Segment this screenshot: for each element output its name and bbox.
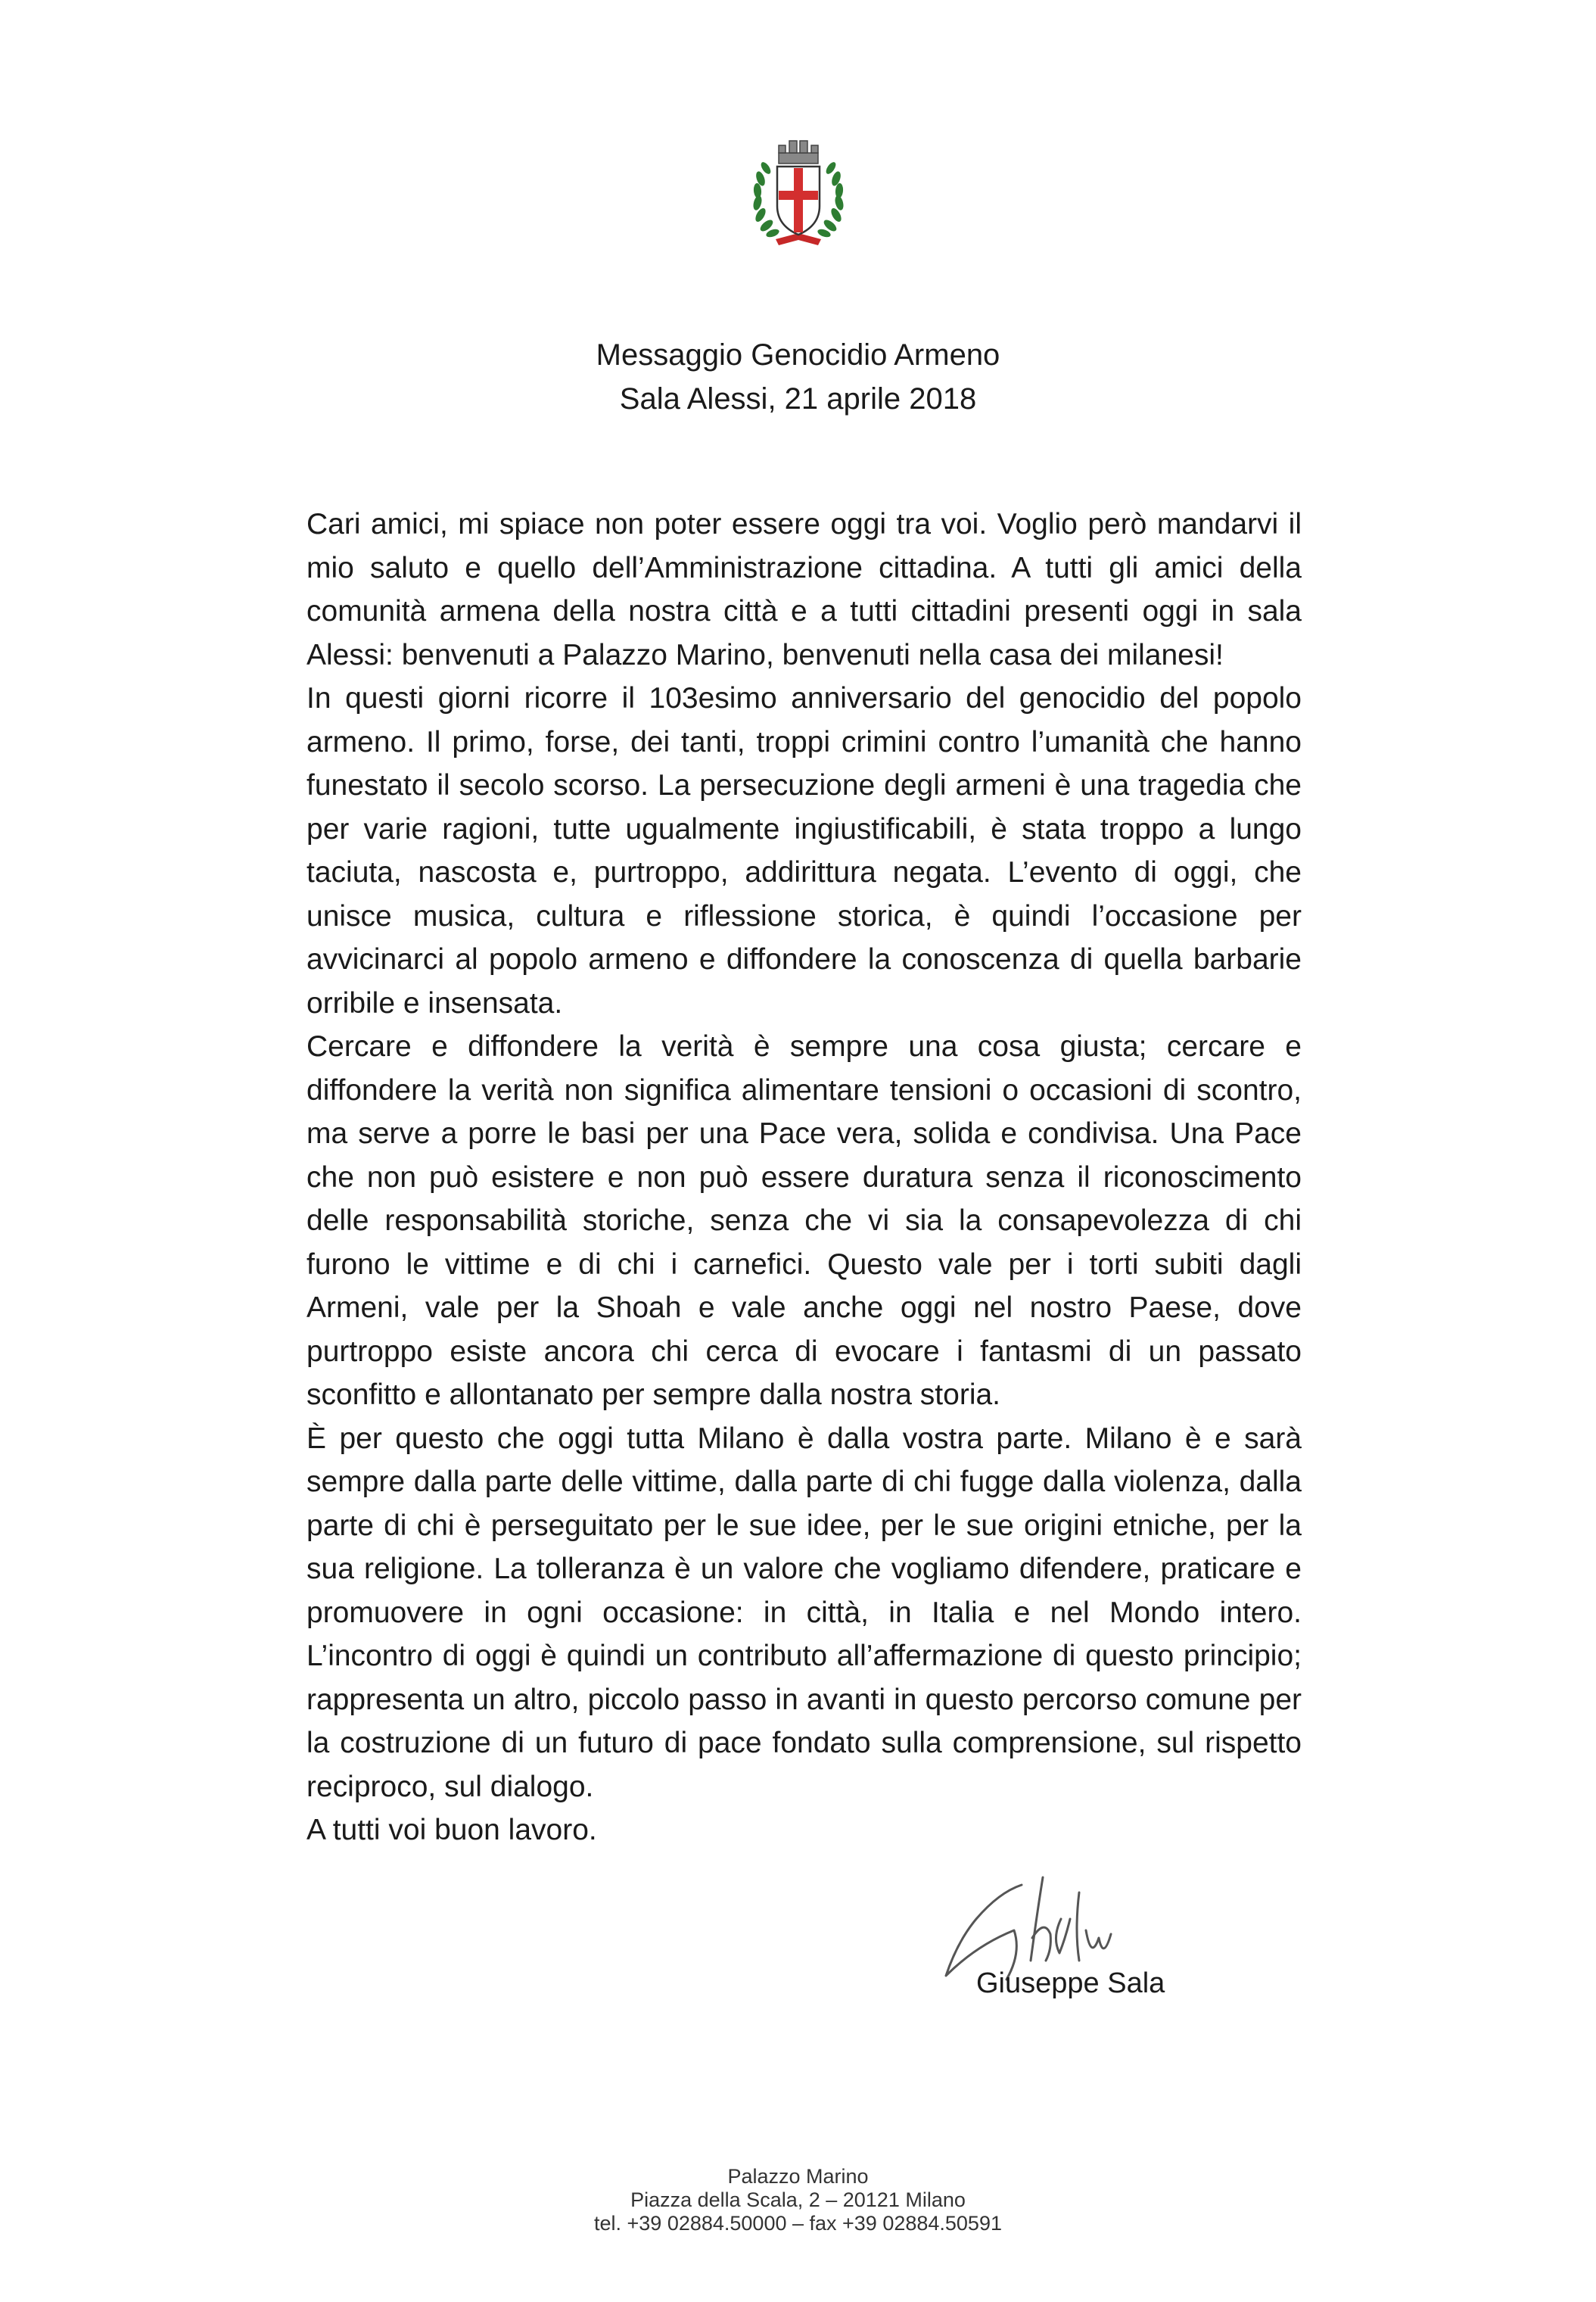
paragraph-truth: Cercare e diffondere la verità è sempre una cosa giusta; cercare e diffondere la verità non significa alimentare tensioni o occasioni di scontro, ma serve a porre le basi per una Pace vera, solida e condivisa. Una Pace che non può esistere e non può essere duratura senza il riconoscimento delle responsabilità storiche, senza che vi sia la consapevolezza di chi furono le vittime e di chi i carnefici. Questo vale per i torti subiti dagli Armeni, vale per la Shoah e vale anche oggi nel nostro Paese, dove purtroppo esiste ancora chi cerca di evocare i fantasmi di un passato sconfitto e allontanato per sempre dalla nostra storia. (306, 1030, 1302, 1411)
paragraph-anniversary: In questi giorni ricorre il 103esimo anniversario del genocidio del popolo armeno. Il primo, forse, dei tanti, troppi crimini contro l’umanità che hanno funestato il secolo scorso. La persecuzione degli armeni è una tragedia che per varie ragioni, tutte ugualmente ingiustificabili, è stata troppo a lungo taciuta, nascosta e, purtroppo, addirittura negata. L’evento di oggi, che unisce musica, cultura e riflessione storica, è quindi l’occasione per avvicinarci al popolo armeno e diffondere la conoscenza di quella barbarie orribile e insensata. (306, 682, 1302, 1020)
milan-crest-icon (745, 136, 851, 250)
letter-body (306, 503, 1302, 1852)
footer-building: Palazzo Marino (727, 2165, 869, 2188)
paragraph-greeting: Cari amici, mi spiace non poter essere oggi tra voi. Voglio però mandarvi il mio saluto e quello dell’Amministrazione cittadina. A tutti gli amici della comunità armena della nostra città e a tutti cittadini presenti oggi in sala Alessi: benvenuti a Palazzo Marino, benvenuti nella casa dei milanesi! (306, 508, 1302, 671)
paragraph-closing: A tutti voi buon lavoro. (306, 1814, 597, 1846)
footer-address (0, 2165, 1596, 2235)
footer-contacts: tel. +39 02884.50000 – fax +39 02884.50591 (594, 2212, 1002, 2235)
footer-street: Piazza della Scala, 2 – 20121 Milano (630, 2188, 966, 2211)
signer-name: Giuseppe Sala (976, 1967, 1165, 1999)
document-header (0, 333, 1596, 421)
document-subtitle: Sala Alessi, 21 aprile 2018 (619, 382, 977, 416)
paragraph-milano: È per questo che oggi tutta Milano è dalla vostra parte. Milano è e sarà sempre dalla parte delle vittime, dalla parte di chi fugge dalla violenza, dalla parte di chi è perseguitato per le sue idee, per le sue origini etniche, per la sua religione. La tolleranza è un valore che vogliamo difendere, praticare e promuovere in ogni occasione: in città, in Italia e nel Mondo intero. L’incontro di oggi è quindi un contributo all’affermazione di questo principio; rappresenta un altro, piccolo passo in avanti in questo percorso comune per la costruzione di un futuro di pace fondato sulla comprensione, sul rispetto reciproco, sul dialogo. (306, 1422, 1302, 1803)
document-title: Messaggio Genocidio Armeno (596, 338, 1000, 372)
